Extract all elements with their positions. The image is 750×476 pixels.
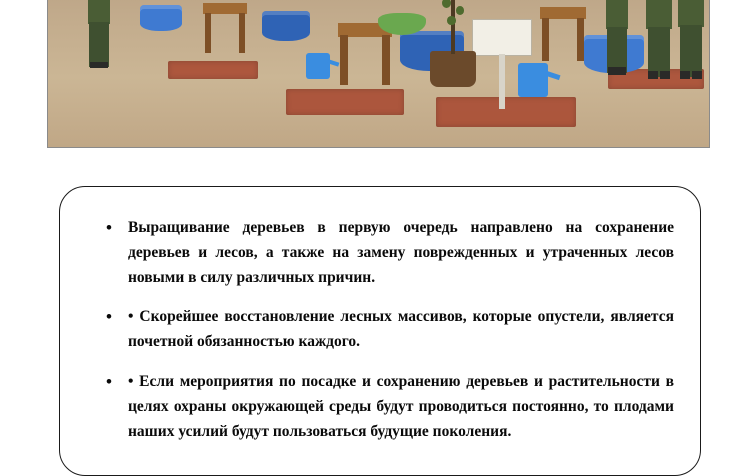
wooden-stool <box>338 23 392 85</box>
event-photo <box>48 0 709 147</box>
person-boot <box>680 71 690 79</box>
ground-mat <box>168 61 258 79</box>
stool-leg <box>340 35 348 85</box>
person-boot <box>90 62 99 69</box>
photo-frame <box>47 0 710 148</box>
person-legs <box>89 22 108 67</box>
person-boot <box>692 71 702 79</box>
person-boot <box>608 67 617 74</box>
blue-tub <box>262 11 310 41</box>
wooden-stool <box>540 7 586 61</box>
person-boot <box>660 71 670 79</box>
stool-leg <box>239 13 245 53</box>
person-in-uniform <box>606 0 628 71</box>
sapling-leaf <box>456 6 464 15</box>
list-item: • • Скорейшее восстановление лесных массивов, которые опустели, является почетной обязанностью каждого. <box>106 304 674 354</box>
person-boot <box>617 67 626 74</box>
info-sign <box>472 19 532 107</box>
person-torso <box>678 0 704 27</box>
sapling-leaf <box>442 0 451 8</box>
sapling-leaf <box>447 16 455 25</box>
sapling-trunk <box>451 0 455 54</box>
person-torso <box>88 0 110 24</box>
person-legs <box>680 25 703 77</box>
person-in-uniform <box>678 0 704 75</box>
wooden-stool <box>203 3 247 53</box>
person-legs <box>648 27 671 77</box>
person-legs <box>607 27 626 73</box>
person-boot <box>648 71 658 79</box>
sign-board <box>472 19 532 56</box>
list-item: • Выращивание деревьев в первую очередь направлено на сохранение деревьев и лесов, а также на замену поврежденных и утраченных лесов новыми в силу различных причин. <box>106 215 674 290</box>
stool-leg <box>577 18 583 61</box>
bullet-list <box>60 187 700 444</box>
sapling <box>430 1 476 87</box>
blue-tub <box>140 5 182 31</box>
sapling-basket <box>430 51 476 87</box>
person-in-uniform <box>646 0 672 75</box>
sign-post <box>499 54 505 109</box>
ground-mat <box>286 89 404 115</box>
person-torso <box>606 0 628 29</box>
stool-leg <box>205 13 211 53</box>
text-callout-box <box>59 186 701 476</box>
person-in-uniform <box>88 0 110 65</box>
person-boot <box>99 62 108 69</box>
stool-leg <box>382 35 390 85</box>
list-item: • • Если мероприятия по посадке и сохранению деревьев и растительности в целях охраны окружающей среды будут проводиться постоянно, то плодами наших усилий будут пользоваться будущие поколения. <box>106 369 674 444</box>
stool-leg <box>542 18 548 61</box>
person-torso <box>646 0 672 29</box>
watering-can <box>306 53 330 79</box>
